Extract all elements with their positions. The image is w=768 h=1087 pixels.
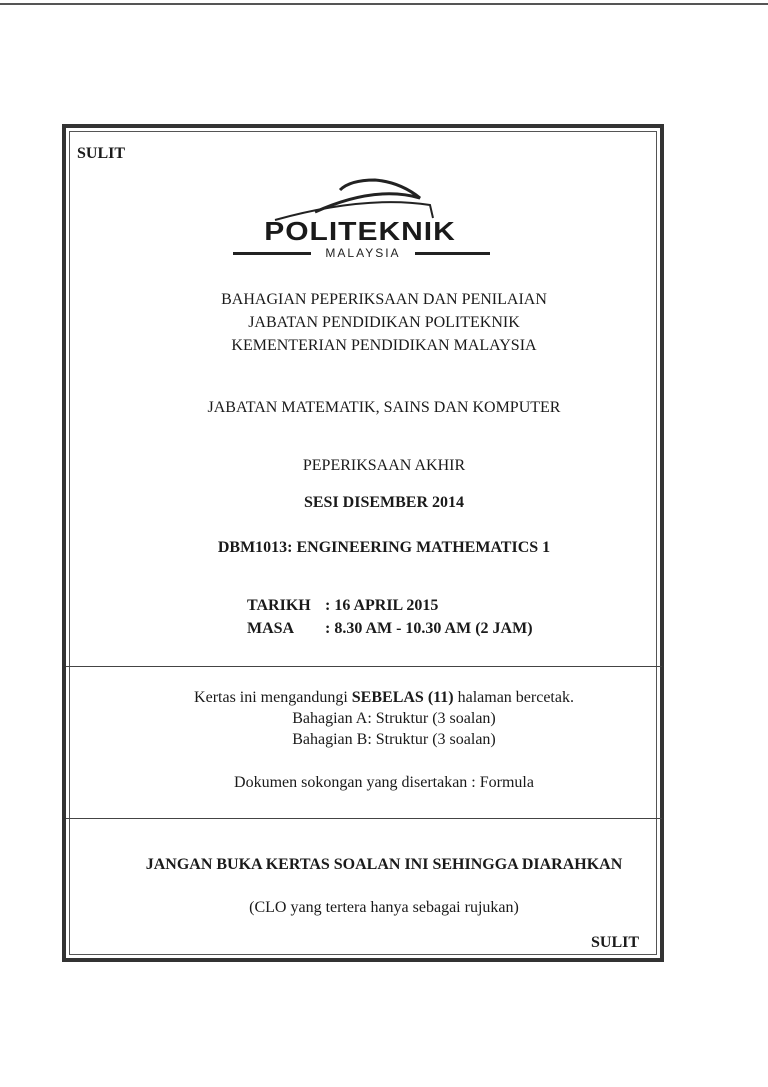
politeknik-logo [225, 170, 495, 265]
date-label: TARIKH [247, 597, 311, 614]
course-title: DBM1013: ENGINEERING MATHEMATICS 1 [217, 539, 551, 556]
org-line-2: JABATAN PENDIDIKAN POLITEKNIK [248, 314, 520, 331]
svg-text:POLITEKNIK: POLITEKNIK [264, 217, 456, 246]
session: SESI DISEMBER 2014 [303, 494, 465, 511]
divider [66, 666, 662, 667]
svg-text:MALAYSIA: MALAYSIA [325, 246, 401, 260]
page-count: Kertas ini mengandungi SEBELAS (11) halaman bercetak. [194, 689, 574, 706]
clo-note: (CLO yang tertera hanya sebagai rujukan) [249, 899, 519, 916]
org-line-3: KEMENTERIAN PENDIDIKAN MALAYSIA [231, 337, 537, 354]
department: JABATAN MATEMATIK, SAINS DAN KOMPUTER [207, 399, 561, 416]
time-label: MASA [247, 620, 295, 637]
section-a: Bahagian A: Struktur (3 soalan) [292, 710, 496, 727]
time-value: : 8.30 AM - 10.30 AM (2 JAM) [325, 620, 533, 637]
divider [66, 818, 662, 819]
exam-type: PEPERIKSAAN AKHIR [302, 457, 466, 474]
scan-edge-line [0, 3, 768, 5]
org-line-1: BAHAGIAN PEPERIKSAAN DAN PENILAIAN [221, 291, 547, 308]
section-b: Bahagian B: Struktur (3 soalan) [292, 731, 496, 748]
support-docs: Dokumen sokongan yang disertakan : Formula [234, 774, 534, 791]
sulit-footer: SULIT [591, 934, 640, 951]
date-value: : 16 APRIL 2015 [325, 597, 439, 614]
sulit-header: SULIT [77, 145, 126, 162]
warning: JANGAN BUKA KERTAS SOALAN INI SEHINGGA DIARAHKAN [145, 856, 623, 873]
